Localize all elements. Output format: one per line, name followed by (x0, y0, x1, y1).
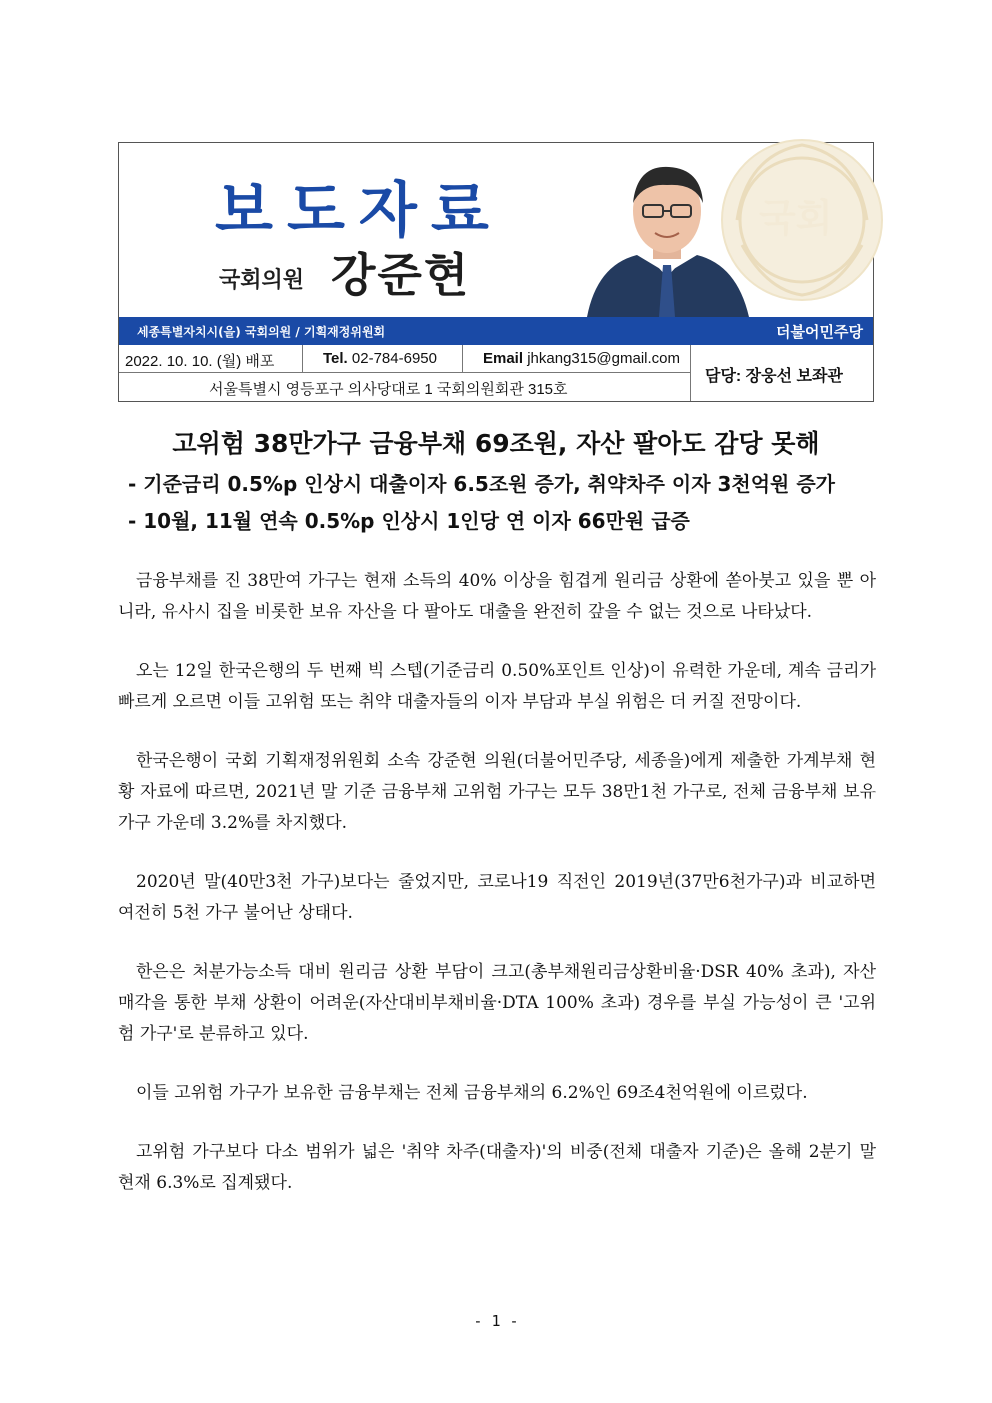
party-label: 더불어민주당 (776, 323, 863, 341)
paragraph: 오는 12일 한국은행의 두 번째 빅 스텝(기준금리 0.50%포인트 인상)이 유력한 가운데, 계속 금리가 빠르게 오르면 이들 고위험 또는 취약 대출자들의 이자 부담과 부실 위험은 더 커질 전망이다. (118, 661, 876, 712)
emblem-label: 국회 (759, 196, 833, 240)
paragraph: 한국은행이 국회 기획재정위원회 소속 강준현 의원(더불어민주당, 세종을)에게 제출한 가계부채 현황 자료에 따르면, 2021년 말 기준 금융부채 고위험 가구는 모두 38만1천 가구로, 전체 금융부채 보유 가구 가운데 3.2%를 차지했다. (118, 751, 876, 833)
district-label: 세종특별자치시(을) 국회의원 / 기획재정위원회 (137, 325, 386, 339)
member-portrait (567, 153, 767, 317)
staff-contact: 담당: 장웅선 보좌관 (705, 368, 843, 385)
email-label: Email (483, 350, 524, 367)
banner (119, 143, 873, 341)
member-role: 국회의원 (219, 268, 305, 293)
office-address: 서울특별시 영등포구 의사당대로 1 국회의원회관 315호 (119, 373, 691, 401)
phone-number: 02-784-6950 (351, 350, 437, 367)
district-bar (119, 317, 873, 345)
email-address: jhkang315@gmail.com (527, 350, 681, 367)
phone-label: Tel. (323, 350, 348, 367)
press-release-header (118, 142, 874, 402)
member-name: 강준현 (331, 248, 471, 302)
sub-headline-2: - 10월, 11월 연속 0.5%p 인상시 1인당 연 이자 66만원 급증 (128, 509, 690, 533)
email-cell (463, 345, 691, 373)
paragraph: 2020년 말(40만3천 가구)보다는 줄었지만, 코로나19 직전인 2019년(37만6천가구)과 비교하면 여전히 5천 가구 불어난 상태다. (118, 872, 876, 923)
page-number: - 1 - (473, 1312, 519, 1330)
article-body (118, 566, 876, 1227)
release-date: 2022. 10. 10. (월) 배포 (119, 345, 303, 373)
press-release-title: 보도자료 (215, 176, 503, 246)
contact-info-table (119, 345, 873, 401)
paragraph: 이들 고위험 가구가 보유한 금융부채는 전체 금융부채의 6.2%인 69조4천억원에 이르렀다. (136, 1083, 808, 1103)
paragraph: 고위험 가구보다 다소 범위가 넓은 '취약 차주(대출자)'의 비중(전체 대출자 기준)은 올해 2분기 말 현재 6.3%로 집계됐다. (118, 1142, 876, 1193)
paragraph: 금융부채를 진 38만여 가구는 현재 소득의 40% 이상을 힘겹게 원리금 상환에 쏟아붓고 있을 뿐 아니라, 유사시 집을 비롯한 보유 자산을 다 팔아도 대출을 완전히 갚을 수 없는 것으로 나타났다. (118, 571, 876, 622)
sub-headline-1: - 기준금리 0.5%p 인상시 대출이자 6.5조원 증가, 취약차주 이자 3천억원 증가 (128, 472, 835, 496)
paragraph: 한은은 처분가능소득 대비 원리금 상환 부담이 크고(총부채원리금상환비율·DSR 40% 초과), 자산 매각을 통한 부채 상환이 어려운(자산대비부채비율·DTA 100% 초과) 경우를 부실 가능성이 큰 '고위험 가구'로 분류하고 있다. (118, 962, 876, 1044)
main-headline: 고위험 38만가구 금융부채 69조원, 자산 팔아도 감당 못해 (172, 429, 820, 458)
phone-cell (303, 345, 463, 373)
